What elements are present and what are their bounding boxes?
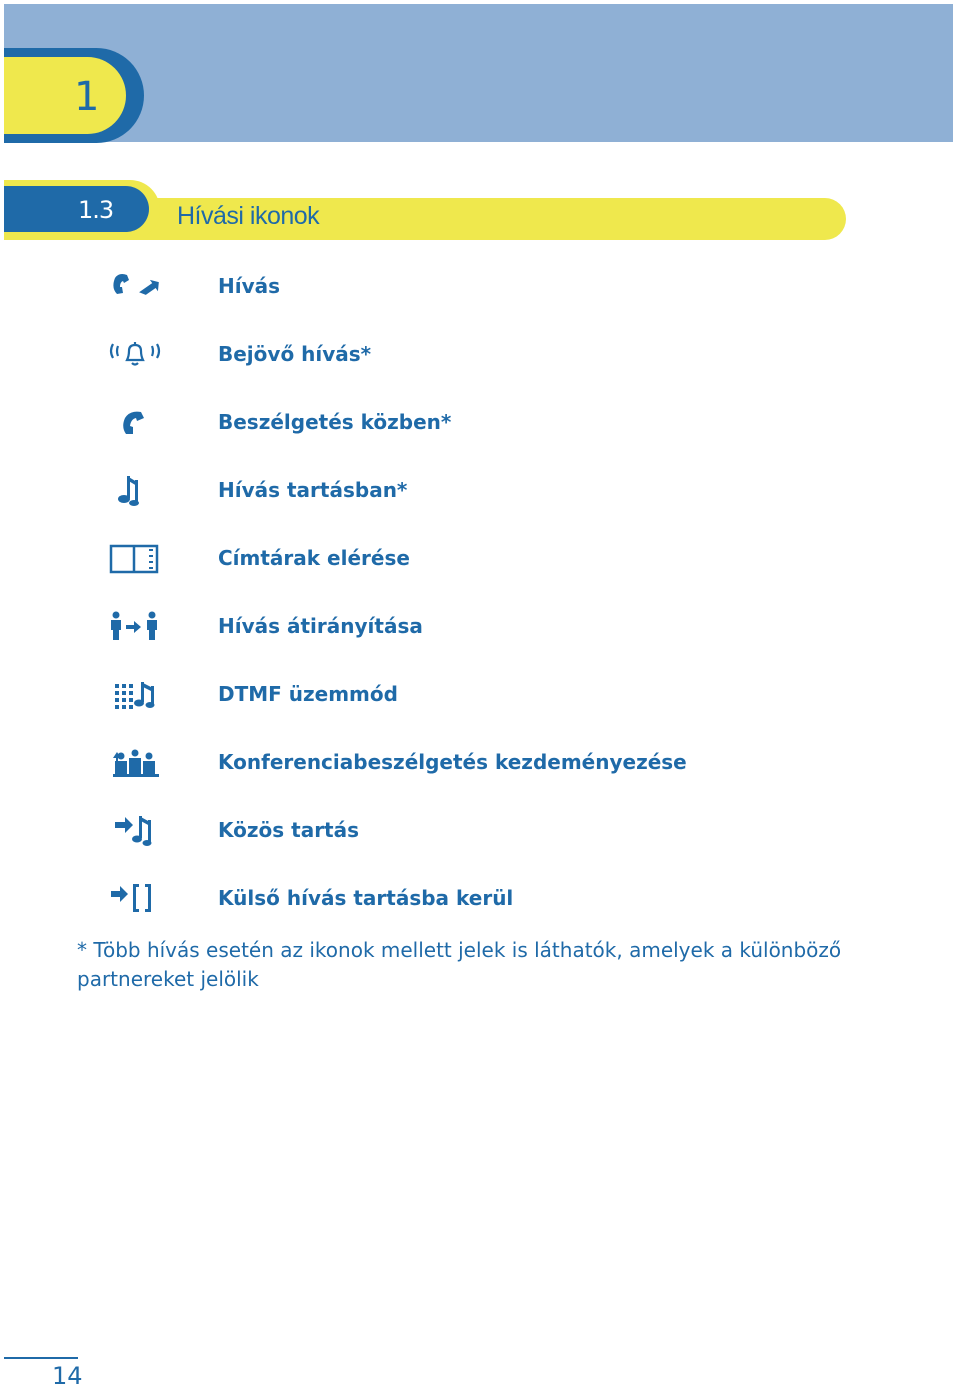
icon-row-call — [0, 268, 900, 308]
label-shared-hold: Közös tartás — [218, 818, 360, 842]
icon-row-in-call — [0, 404, 900, 444]
arrow-note-icon — [105, 812, 165, 848]
conference-people-icon — [105, 744, 165, 780]
label-call: Hívás — [218, 274, 281, 298]
label-in-call: Beszélgetés közben* — [218, 410, 452, 434]
music-note-icon — [105, 472, 165, 508]
arrow-brackets-icon — [105, 880, 165, 916]
ringing-bell-icon — [105, 336, 165, 372]
icon-row-shared-hold — [0, 812, 900, 852]
header-band — [4, 4, 953, 142]
directory-book-icon — [105, 540, 165, 576]
chapter-tab-inner — [4, 57, 126, 134]
icon-row-external-hold — [0, 880, 900, 920]
section-number: 1.3 — [78, 196, 114, 224]
label-directory: Címtárak elérése — [218, 546, 410, 570]
icon-row-transfer — [0, 608, 900, 648]
label-conference: Konferenciabeszélgetés kezdeményezése — [218, 750, 687, 774]
handset-arrow-icon — [105, 268, 165, 304]
label-incoming: Bejövő hívás* — [218, 342, 372, 366]
footnote: * Több hívás esetén az ikonok mellett jelek is láthatók, amelyek a különböző partnereket jelölik — [77, 938, 842, 991]
icon-row-hold — [0, 472, 900, 512]
icon-row-directory — [0, 540, 900, 580]
label-external-hold: Külső hívás tartásba kerül — [218, 886, 514, 910]
icon-row-conference — [0, 744, 900, 784]
icon-row-incoming — [0, 336, 900, 376]
icon-row-dtmf — [0, 676, 900, 716]
label-transfer: Hívás átirányítása — [218, 614, 423, 638]
chapter-number: 1 — [74, 74, 100, 120]
label-dtmf: DTMF üzemmód — [218, 682, 398, 706]
label-hold: Hívás tartásban* — [218, 478, 408, 502]
section-title: Hívási ikonok — [177, 202, 320, 230]
handset-icon — [105, 404, 165, 440]
page-number: 14 — [52, 1362, 83, 1390]
person-transfer-icon — [105, 608, 165, 644]
page-number-rule — [4, 1357, 78, 1359]
section-tab — [4, 186, 149, 232]
keypad-note-icon — [105, 676, 165, 712]
